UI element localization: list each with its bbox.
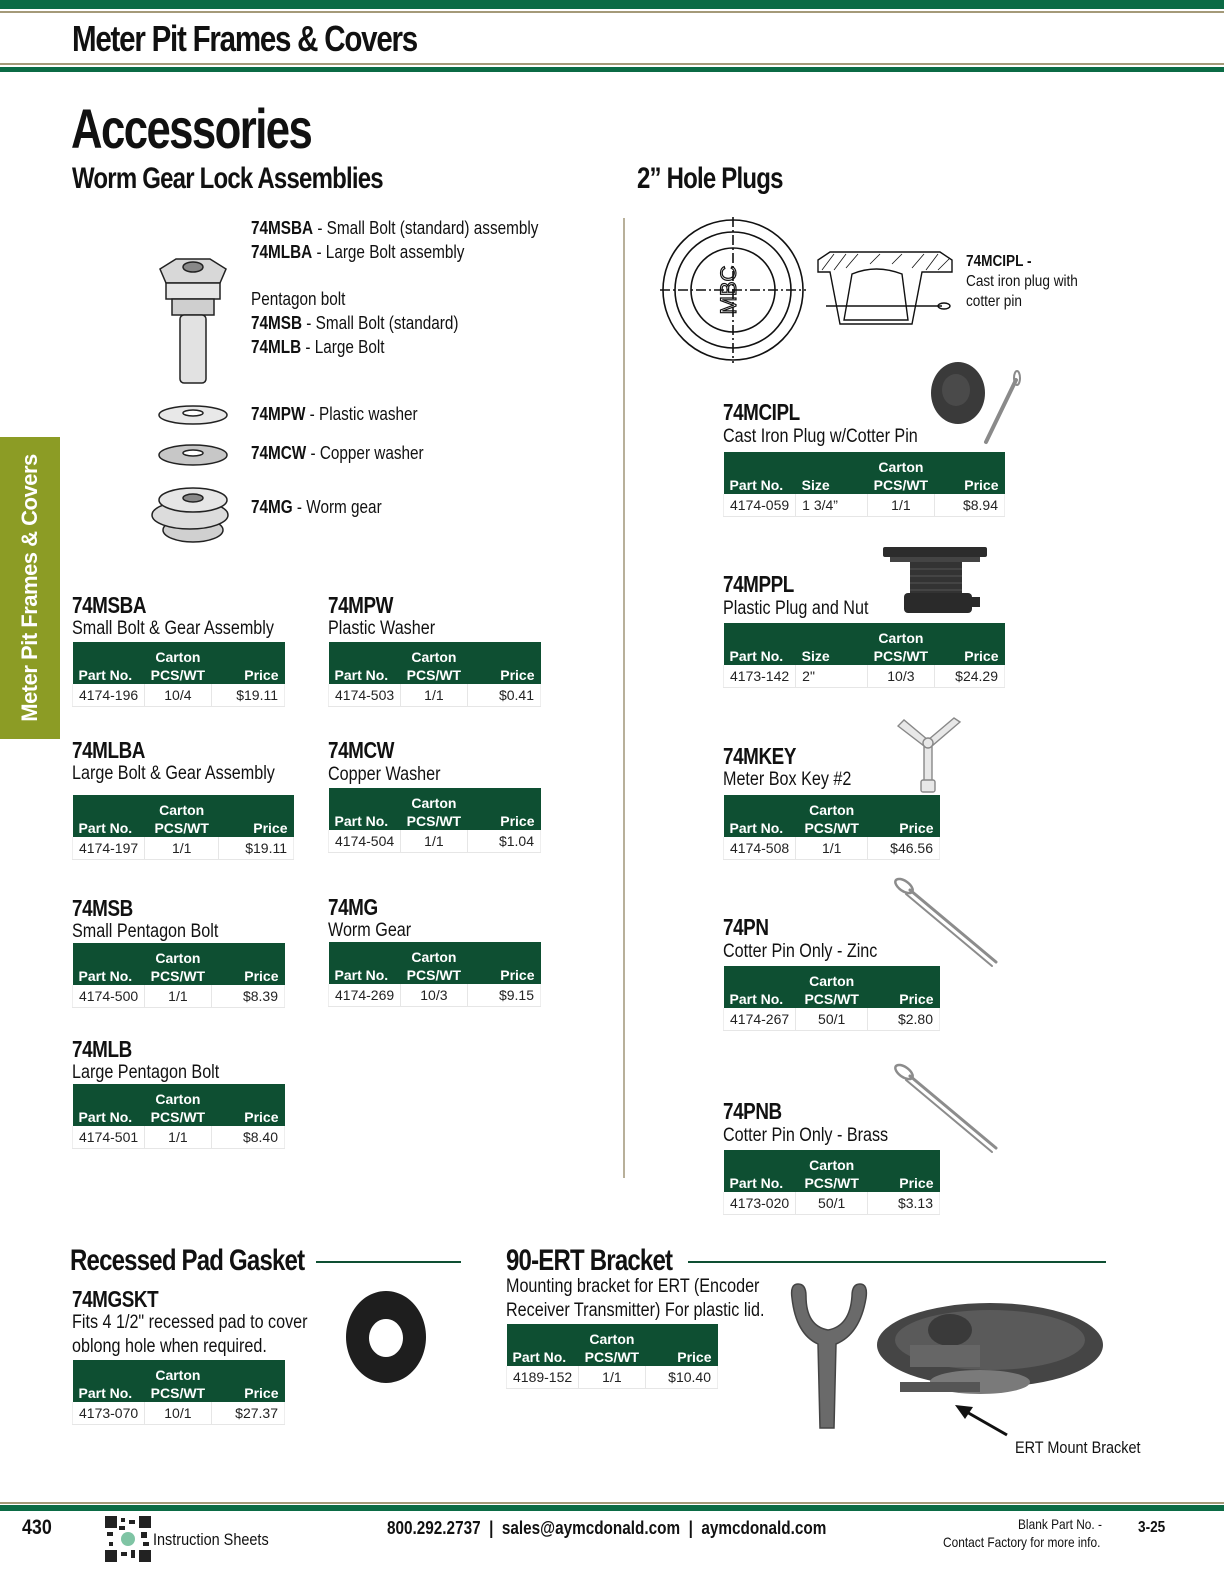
price-table-74msba: Part No. Carton PCS/WT Price 4174-196 10/4 $19.11 xyxy=(72,642,285,707)
table-row: 4189-152 1/1 $10.40 xyxy=(507,1366,718,1388)
page-section-title: Meter Pit Frames & Covers xyxy=(72,18,417,59)
meter-box-key-photo xyxy=(890,716,970,796)
footer-bar xyxy=(0,1505,1224,1511)
table-row: 4174-504 1/1 $1.04 xyxy=(329,830,541,852)
legend-74mlba: 74MLBA - Large Bolt assembly xyxy=(251,242,465,262)
legend-74mcw: 74MCW - Copper washer xyxy=(251,443,424,463)
product-description: Small Pentagon Bolt xyxy=(72,921,219,942)
price-table-74pn: Part No. Carton PCS/WT Price 4174-267 50/1 $2.80 xyxy=(723,966,940,1031)
legend-74msb: 74MSB - Small Bolt (standard) xyxy=(251,313,459,333)
ert-image-caption: ERT Mount Bracket xyxy=(1015,1438,1141,1457)
section-heading-hole-plugs: 2” Hole Plugs xyxy=(637,162,783,195)
table-row: 4174-196 10/4 $19.11 xyxy=(73,684,285,706)
price-table-74mpw: Part No. Carton PCS/WT Price 4174-503 1/1 $0.41 xyxy=(328,642,541,707)
product-description: Cotter Pin Only - Brass xyxy=(723,1125,889,1146)
section-rule xyxy=(316,1261,461,1263)
product-description-line-2: oblong hole when required. xyxy=(72,1336,267,1357)
legend-74msba: 74MSBA - Small Bolt (standard) assembly xyxy=(251,218,539,238)
header-bottom-rule xyxy=(0,63,1224,65)
product-code: 74PNB xyxy=(723,1098,782,1124)
footer-top-rule xyxy=(0,1502,1224,1504)
table-row: 4174-500 1/1 $8.39 xyxy=(73,985,285,1007)
product-code: 74MPPL xyxy=(723,571,794,597)
contact-info: 800.292.2737 | sales@aymcdonald.com | aymcdonald.com xyxy=(387,1518,827,1538)
product-description: Large Pentagon Bolt xyxy=(72,1062,220,1083)
table-row: 4174-503 1/1 $0.41 xyxy=(329,684,541,706)
product-code: 74MSB xyxy=(72,895,133,921)
callout-text-line-2: cotter pin xyxy=(966,293,1022,310)
product-code: 74MSBA xyxy=(72,592,147,618)
product-description: Worm Gear xyxy=(328,920,412,941)
header-top-rule xyxy=(0,11,1224,13)
product-code: 74MG xyxy=(328,894,378,920)
arrow-icon xyxy=(955,1405,1010,1437)
section-rule xyxy=(688,1261,1106,1263)
side-tab-label: Meter Pit Frames & Covers xyxy=(17,454,42,722)
legend-pentagon-bolt: Pentagon bolt xyxy=(251,289,346,309)
price-table-74mlba: Part No. Carton PCS/WT Price 4174-197 1/1 $19.11 xyxy=(72,795,294,860)
side-tab xyxy=(0,437,60,739)
product-description-line-2: Receiver Transmitter) For plastic lid. xyxy=(506,1300,765,1321)
column-divider xyxy=(623,218,625,1178)
revision-code: 3-25 xyxy=(1138,1519,1166,1536)
section-heading-worm-gear: Worm Gear Lock Assemblies xyxy=(72,162,383,195)
product-description: Small Bolt & Gear Assembly xyxy=(72,618,274,639)
price-table-74mlb: Part No. Carton PCS/WT Price 4174-501 1/1 $8.40 xyxy=(72,1084,285,1149)
table-row: 4174-508 1/1 $46.56 xyxy=(724,837,940,859)
price-table-74mcw: Part No. Carton PCS/WT Price 4174-504 1/1 $1.04 xyxy=(328,788,541,853)
cast-iron-plug-photo xyxy=(920,360,1030,450)
plastic-plug-photo xyxy=(880,545,990,617)
header-top-bar xyxy=(0,0,1224,9)
legend-74mpw: 74MPW - Plastic washer xyxy=(251,404,418,424)
product-description: Copper Washer xyxy=(328,764,441,785)
price-table-74mgskt: Part No. Carton PCS/WT Price 4173-070 10/1 $27.37 xyxy=(72,1360,285,1425)
table-row: 4174-197 1/1 $19.11 xyxy=(73,837,294,859)
section-heading-gasket: Recessed Pad Gasket xyxy=(70,1244,305,1277)
product-code: 74MCW xyxy=(328,737,395,763)
product-description: Cast Iron Plug w/Cotter Pin xyxy=(723,426,918,447)
legend-74mlb: 74MLB - Large Bolt xyxy=(251,337,385,357)
table-row: 4173-142 2" 10/3 $24.29 xyxy=(724,665,1005,687)
ert-mount-lid-photo xyxy=(870,1300,1110,1410)
cast-iron-plug-top-diagram xyxy=(660,217,806,363)
price-table-74mkey: Part No. Carton PCS/WT Price 4174-508 1/1 $46.56 xyxy=(723,795,940,860)
blank-part-note-2: Contact Factory for more info. xyxy=(943,1534,1101,1550)
table-row: 4173-020 50/1 $3.13 xyxy=(724,1192,940,1214)
ert-bracket-photo xyxy=(790,1278,870,1438)
table-row: 4174-501 1/1 $8.40 xyxy=(73,1126,285,1148)
mbc-label: MBC xyxy=(716,265,741,315)
callout-74mcipl: 74MCIPL - xyxy=(966,253,1032,270)
instruction-sheets-link[interactable]: Instruction Sheets xyxy=(153,1530,269,1549)
header-bottom-bar xyxy=(0,67,1224,72)
page-title: Accessories xyxy=(71,97,312,160)
legend-74mg: 74MG - Worm gear xyxy=(251,497,382,517)
table-row: 4174-059 1 3/4” 1/1 $8.94 xyxy=(724,494,1005,516)
price-table-74msb: Part No. Carton PCS/WT Price 4174-500 1/1 $8.39 xyxy=(72,943,285,1008)
product-description-line-1: Fits 4 1/2" recessed pad to cover xyxy=(72,1312,308,1333)
product-description: Meter Box Key #2 xyxy=(723,769,852,790)
qr-code-icon[interactable] xyxy=(105,1516,151,1562)
product-code: 74PN xyxy=(723,914,769,940)
product-description: Cotter Pin Only - Zinc xyxy=(723,941,878,962)
table-row: 4174-269 10/3 $9.15 xyxy=(329,984,541,1006)
product-code: 74MPW xyxy=(328,592,394,618)
cast-iron-plug-section-diagram xyxy=(812,250,962,330)
price-table-90-ert: Part No. Carton PCS/WT Price 4189-152 1/1 $10.40 xyxy=(506,1324,718,1389)
section-heading-ert: 90-ERT Bracket xyxy=(506,1244,673,1277)
product-code: 74MGSKT xyxy=(72,1286,159,1312)
table-row: 4174-267 50/1 $2.80 xyxy=(724,1008,940,1030)
product-description: Large Bolt & Gear Assembly xyxy=(72,763,275,784)
cotter-pin-brass-photo xyxy=(890,1062,1005,1157)
price-table-74pnb: Part No. Carton PCS/WT Price 4173-020 50/1 $3.13 xyxy=(723,1150,940,1215)
product-code: 74MLBA xyxy=(72,737,145,763)
callout-text-line-1: Cast iron plug with xyxy=(966,273,1078,290)
cotter-pin-zinc-photo xyxy=(890,876,1005,971)
product-description: Plastic Washer xyxy=(328,618,436,639)
worm-gear-assembly-illustration xyxy=(148,255,238,555)
product-description: Plastic Plug and Nut xyxy=(723,598,869,619)
page-number: 430 xyxy=(22,1516,52,1539)
blank-part-note-1: Blank Part No. - xyxy=(1018,1516,1103,1532)
product-code: 74MCIPL xyxy=(723,399,800,425)
gasket-photo xyxy=(345,1290,427,1385)
product-code: 74MKEY xyxy=(723,743,797,769)
price-table-74mcipl: Part No. Size Carton PCS/WT Price 4174-059 1 3/4” 1/1 $8.94 xyxy=(723,452,1005,517)
product-description-line-1: Mounting bracket for ERT (Encoder xyxy=(506,1276,760,1297)
table-row: 4173-070 10/1 $27.37 xyxy=(73,1402,285,1424)
product-code: 74MLB xyxy=(72,1036,132,1062)
price-table-74mppl: Part No. Size Carton PCS/WT Price 4173-142 2" 10/3 $24.29 xyxy=(723,623,1005,688)
price-table-74mg: Part No. Carton PCS/WT Price 4174-269 10/3 $9.15 xyxy=(328,942,541,1007)
